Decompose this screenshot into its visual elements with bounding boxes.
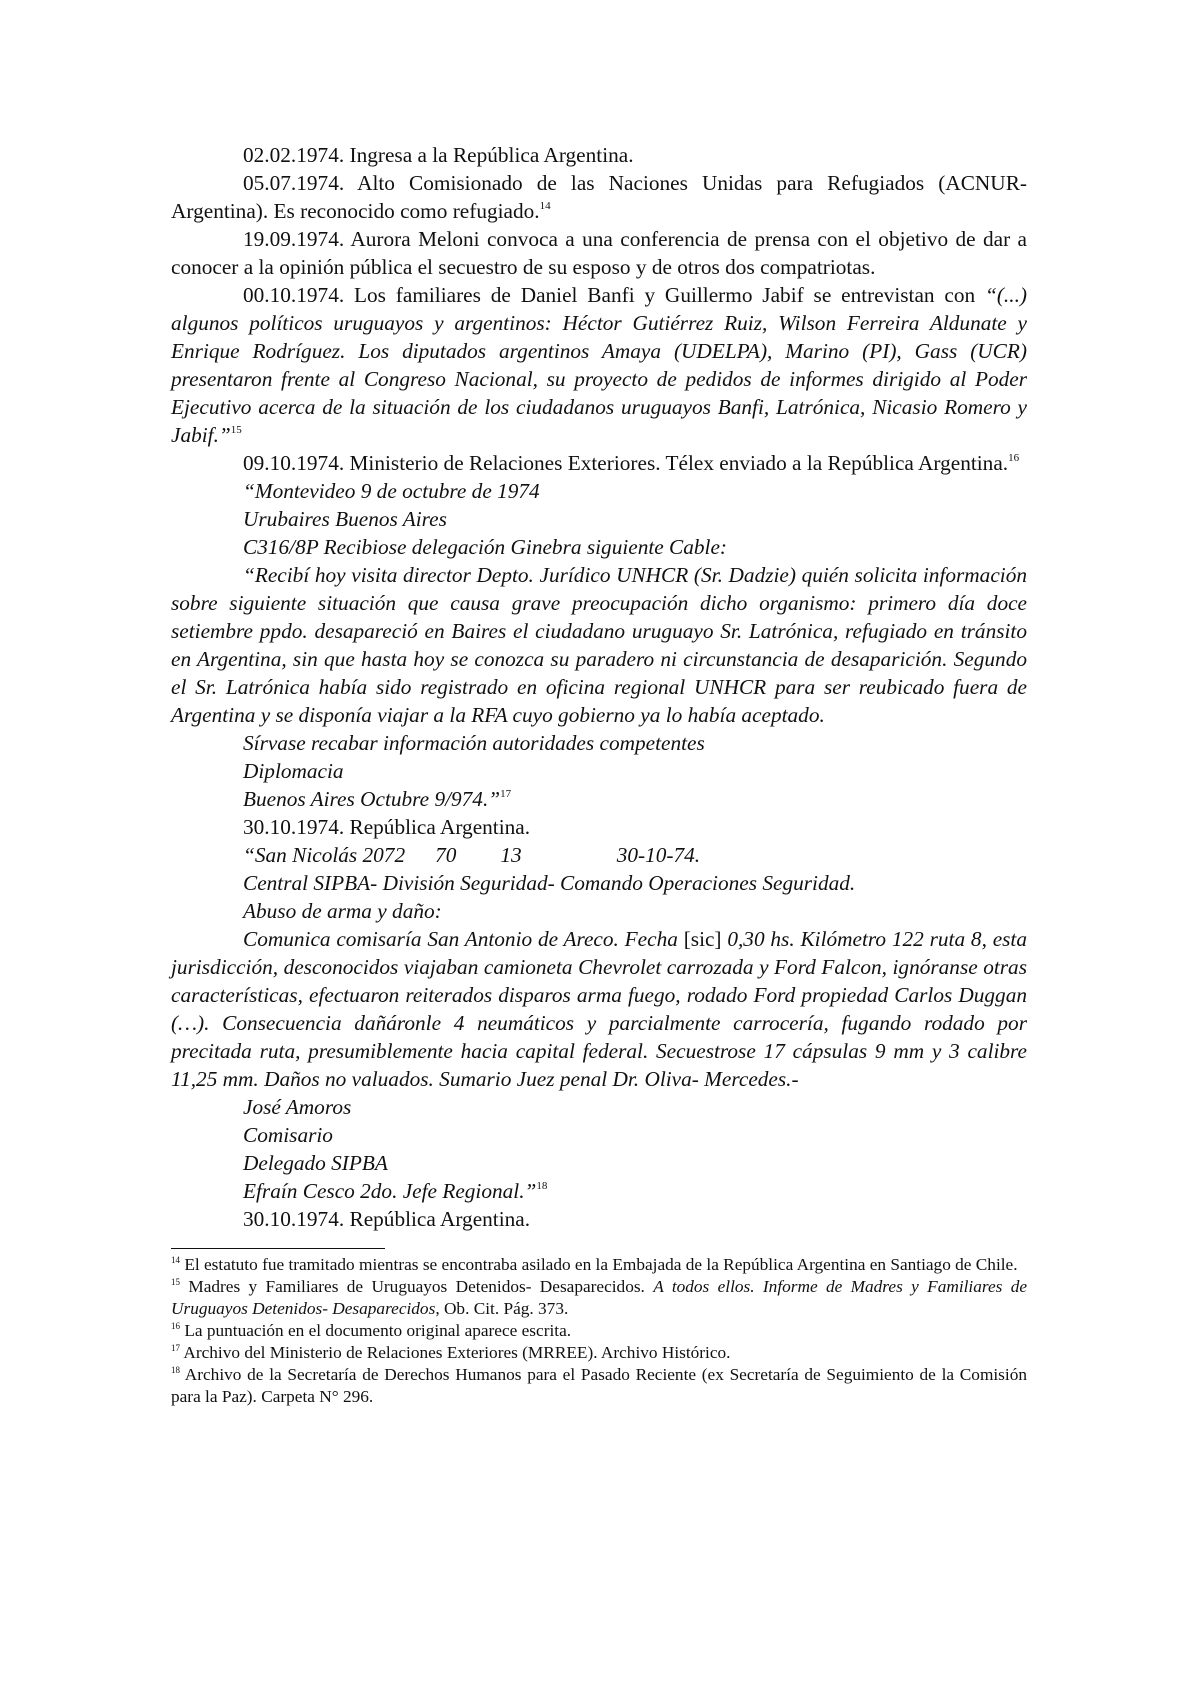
radiogram-subject: Abuso de arma y daño:	[243, 899, 442, 923]
telex-line-request: Sírvase recabar información autoridades competentes	[243, 731, 705, 755]
paragraph-text: 09.10.1974. Ministerio de Relaciones Exteriores. Télex enviado a la República Argentina.	[243, 451, 1009, 475]
footnote-number: 15	[171, 1277, 180, 1287]
footnote-text: Archivo de la Secretaría de Derechos Humanos para el Pasado Reciente (ex Secretaría de Seguimiento de la Comisión para la Paz). Carpeta N° 296.	[171, 1365, 1027, 1406]
telex-line-signature: Diplomacia	[243, 759, 344, 783]
paragraph-text: 05.07.1974. Alto Comisionado de las Naciones Unidas para Refugiados (ACNUR-Argentina). Es reconocido como refugiado.	[171, 171, 1027, 223]
footnote-number: 16	[171, 1321, 180, 1331]
entry-date-final: 30.10.1974. República Argentina.	[243, 1207, 531, 1231]
paragraph-entry-5	[171, 449, 1027, 477]
footnote-ref-16[interactable]: 16	[1008, 452, 1020, 464]
paragraph-text: 19.09.1974. Aurora Meloni convoca a una conferencia de prensa con el objetivo de dar a conocer a la opinión pública el secuestro de su esposo y de otros dos compatriotas.	[171, 227, 1027, 279]
radiogram-station: “San Nicolás 2072	[243, 843, 406, 867]
footnote-ref-14[interactable]: 14	[539, 200, 551, 212]
signature-name: José Amoros	[243, 1095, 352, 1119]
radiogram-date: 30-10-74.	[616, 843, 701, 867]
radiogram-code: 13	[500, 843, 522, 867]
paragraph-entry-3	[171, 225, 1027, 281]
radiogram-text: 0,30 hs. Kilómetro 122 ruta 8, esta jurisdicción, desconocidos viajaban camioneta Chevrolet carrozada y Ford Falcon, ignóranse otras características, efectuaron reiterados disparos arma fuego, rodado Ford propiedad Carlos Duggan (…). Consecuencia dañáronle 4 neumáticos y parcialmente carrocería, fugando rodado por precitada ruta, presumiblemente hacia capital federal. Secuestrose 17 cápsulas 9 mm y 3 calibre 11,25 mm. Daños no valuados. Sumario Juez penal Dr. Oliva- Mercedes.-	[171, 927, 1027, 1091]
footnote-text: La puntuación en el documento original aparece escrita.	[180, 1321, 572, 1340]
paragraph-entry-4	[171, 281, 1027, 449]
footnote-18	[171, 1364, 1027, 1408]
footnote-separator	[171, 1248, 385, 1249]
footnote-title: A todos ellos. Informe de Madres y Familiares de Uruguayos Detenidos- Desaparecidos	[171, 1277, 1028, 1318]
footnote-number: 18	[171, 1365, 180, 1375]
footnote-number: 14	[171, 1255, 180, 1265]
radiogram-header	[171, 841, 1027, 869]
signature-role: Delegado SIPBA	[243, 1151, 388, 1175]
footnote-16	[171, 1320, 1027, 1342]
telex-line-date: “Montevideo 9 de octubre de 1974	[243, 479, 540, 503]
radiogram-body	[171, 925, 1027, 1093]
quoted-text: “(...) algunos políticos uruguayos y argentinos: Héctor Gutiérrez Ruiz, Wilson Ferreira Aldunate y Enrique Rodríguez. Los diputados argentinos Amaya (UDELPA), Marino (PI), Gass (UCR) presentaron frente al Congreso Nacional, su proyecto de pedidos de informes dirigido al Poder Ejecutivo acerca de la situación de los ciudadanos uruguayos Banfi, Latrónica, Nicasio Romero y Jabif.”	[171, 283, 1027, 447]
footnote-15	[171, 1276, 1027, 1320]
entry-date: 30.10.1974. República Argentina.	[243, 815, 531, 839]
footnote-text: , Ob. Cit. Pág. 373.	[435, 1299, 569, 1318]
footnote-text: Archivo del Ministerio de Relaciones Exteriores (MRREE). Archivo Histórico.	[180, 1343, 731, 1362]
telex-body: “Recibí hoy visita director Depto. Jurídico UNHCR (Sr. Dadzie) quién solicita información sobre siguiente situación que causa grave preocupación dicho organismo: primero día doce setiembre ppdo. desapareció en Baires el ciudadano uruguayo Sr. Latrónica, refugiado en tránsito en Argentina, sin que hasta hoy se conozca su paradero ni circunstancia de desaparición. Segundo el Sr. Latrónica había sido registrado en oficina regional UNHCR para ser reubicado fuera de Argentina y se disponía viajar a la RFA cuyo gobierno ya lo había aceptado.	[171, 563, 1027, 727]
signature-text: Efraín Cesco 2do. Jefe Regional.”	[243, 1179, 537, 1203]
footnote-ref-18[interactable]: 18	[536, 1180, 548, 1192]
telex-closing-text: Buenos Aires Octubre 9/974.”	[243, 787, 501, 811]
footnote-ref-15[interactable]: 15	[230, 424, 242, 436]
radiogram-text: Comunica comisaría San Antonio de Areco. Fecha	[243, 927, 684, 951]
footnote-text: Madres y Familiares de Uruguayos Detenidos- Desaparecidos.	[180, 1277, 654, 1296]
paragraph-text: 00.10.1974. Los familiares de Daniel Banfi y Guillermo Jabif se entrevistan con	[243, 283, 985, 307]
telex-line-cable: C316/8P Recibiose delegación Ginebra siguiente Cable:	[243, 535, 728, 559]
telex-line-closing	[171, 785, 1027, 813]
paragraph-text: 02.02.1974. Ingresa a la República Argentina.	[243, 143, 634, 167]
radiogram-recipient: Central SIPBA- División Seguridad- Comando Operaciones Seguridad.	[243, 871, 856, 895]
footnote-14	[171, 1254, 1027, 1276]
telex-line-address: Urubaires Buenos Aires	[243, 507, 447, 531]
signature-rank: Comisario	[243, 1123, 333, 1147]
footnote-number: 17	[171, 1343, 180, 1353]
document-page	[171, 141, 1027, 1408]
footnote-ref-17[interactable]: 17	[500, 788, 512, 800]
radiogram-number: 70	[435, 843, 457, 867]
footnote-17	[171, 1342, 1027, 1364]
sic-marker: [sic]	[683, 927, 722, 951]
paragraph-entry-1	[171, 141, 1027, 169]
paragraph-entry-2	[171, 169, 1027, 225]
footnote-text: El estatuto fue tramitado mientras se encontraba asilado en la Embajada de la República Argentina en Santiago de Chile.	[180, 1255, 1018, 1274]
signature-second	[171, 1177, 1027, 1205]
